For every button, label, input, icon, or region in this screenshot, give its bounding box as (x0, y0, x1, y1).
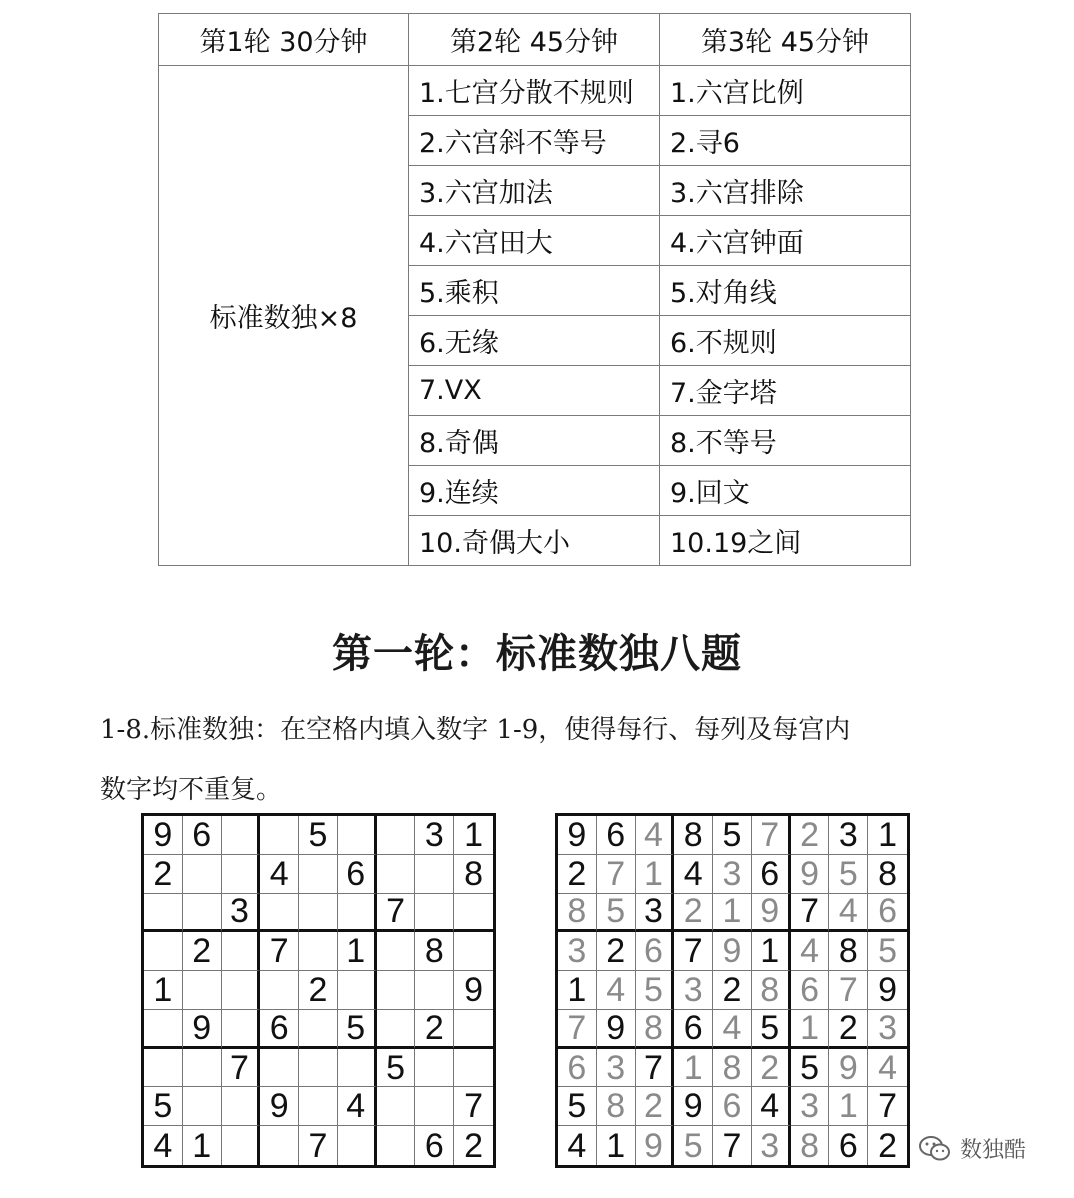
sudoku-cell: 9 (597, 1010, 636, 1049)
sudoku-cell: 9 (454, 971, 493, 1010)
sudoku-cell (377, 855, 416, 894)
sudoku-cell: 1 (868, 816, 907, 855)
round2-item: 4.六宫田大 (409, 216, 660, 266)
round3-item: 8.不等号 (660, 416, 911, 466)
sudoku-cell: 4 (636, 816, 675, 855)
sudoku-cell (377, 816, 416, 855)
sudoku-cell: 8 (597, 1087, 636, 1126)
sudoku-cell (222, 1010, 261, 1049)
sudoku-cell (415, 855, 454, 894)
sudoku-cell: 1 (791, 1010, 830, 1049)
sudoku-cell: 8 (713, 1049, 752, 1088)
sudoku-cell: 7 (713, 1126, 752, 1165)
sudoku-cell: 6 (868, 894, 907, 933)
sudoku-cell: 2 (183, 932, 222, 971)
sudoku-cell: 4 (868, 1049, 907, 1088)
sudoku-cell (377, 932, 416, 971)
sudoku-cell: 6 (415, 1126, 454, 1165)
sudoku-cell: 1 (674, 1049, 713, 1088)
round3-item: 5.对角线 (660, 266, 911, 316)
sudoku-cell: 6 (636, 932, 675, 971)
sudoku-cell: 6 (338, 855, 377, 894)
sudoku-cell (222, 1087, 261, 1126)
sudoku-cell: 3 (222, 894, 261, 933)
round2-item: 5.乘积 (409, 266, 660, 316)
sudoku-cell: 4 (791, 932, 830, 971)
sudoku-cell: 1 (713, 894, 752, 933)
sudoku-cell: 5 (791, 1049, 830, 1088)
sudoku-cell (222, 1126, 261, 1165)
sudoku-cell (415, 1087, 454, 1126)
sudoku-cell: 2 (752, 1049, 791, 1088)
sudoku-cell: 2 (713, 971, 752, 1010)
sudoku-cell (222, 816, 261, 855)
round3-item: 1.六宫比例 (660, 66, 911, 116)
sudoku-cell: 2 (558, 855, 597, 894)
sudoku-cell: 7 (868, 1087, 907, 1126)
sudoku-cell: 8 (674, 816, 713, 855)
sudoku-cell: 5 (558, 1087, 597, 1126)
sudoku-cell: 3 (415, 816, 454, 855)
sudoku-cell (144, 1010, 183, 1049)
sudoku-cell (299, 1010, 338, 1049)
round3-item: 10.19之间 (660, 516, 911, 566)
sudoku-cell (260, 894, 299, 933)
header-round3: 第3轮 45分钟 (660, 14, 911, 66)
round2-item: 6.无缘 (409, 316, 660, 366)
sudoku-cell: 7 (299, 1126, 338, 1165)
sudoku-cell: 9 (868, 971, 907, 1010)
sudoku-cell: 8 (752, 971, 791, 1010)
round3-item: 3.六宫排除 (660, 166, 911, 216)
round2-item: 1.七宫分散不规则 (409, 66, 660, 116)
sudoku-cell (338, 816, 377, 855)
sudoku-cell: 5 (144, 1087, 183, 1126)
sudoku-cell (377, 1010, 416, 1049)
sudoku-cell: 2 (597, 932, 636, 971)
sudoku-cell: 6 (183, 816, 222, 855)
sudoku-cell: 4 (674, 855, 713, 894)
sudoku-cell: 6 (752, 855, 791, 894)
instructions-line-2: 数字均不重复。 (100, 775, 283, 805)
sudoku-cell: 2 (144, 855, 183, 894)
sudoku-cell: 2 (636, 1087, 675, 1126)
instructions-line-1: 1-8.标准数独：在空格内填入数字 1-9，使得每行、每列及每宫内 (100, 715, 851, 745)
sudoku-cell: 2 (415, 1010, 454, 1049)
sudoku-cell (222, 971, 261, 1010)
sudoku-cell: 8 (454, 855, 493, 894)
sudoku-cell (183, 855, 222, 894)
sudoku-cell: 7 (222, 1049, 261, 1088)
sudoku-cell (377, 1126, 416, 1165)
sudoku-cell: 7 (636, 1049, 675, 1088)
puzzle-grid (141, 813, 496, 1168)
sudoku-cell (299, 932, 338, 971)
sudoku-cell (299, 1049, 338, 1088)
sudoku-cell: 1 (183, 1126, 222, 1165)
sudoku-cell (454, 932, 493, 971)
sudoku-cell (338, 1126, 377, 1165)
schedule-row (159, 66, 911, 116)
sudoku-cell (338, 894, 377, 933)
sudoku-cell (260, 1126, 299, 1165)
sudoku-cell: 9 (674, 1087, 713, 1126)
sudoku-cell (260, 971, 299, 1010)
sudoku-cell: 1 (597, 1126, 636, 1165)
sudoku-cell: 9 (260, 1087, 299, 1126)
sudoku-cell: 6 (597, 816, 636, 855)
sudoku-cell: 5 (868, 932, 907, 971)
sudoku-cell (299, 1087, 338, 1126)
sudoku-cell: 3 (674, 971, 713, 1010)
sudoku-cell: 3 (636, 894, 675, 933)
sudoku-cell: 8 (829, 932, 868, 971)
sudoku-cell: 3 (713, 855, 752, 894)
round2-item: 8.奇偶 (409, 416, 660, 466)
sudoku-cell: 2 (791, 816, 830, 855)
sudoku-cell: 1 (454, 816, 493, 855)
sudoku-cell (454, 1010, 493, 1049)
sudoku-cell: 4 (829, 894, 868, 933)
sudoku-cell: 7 (454, 1087, 493, 1126)
sudoku-cell (144, 932, 183, 971)
sudoku-cell: 7 (558, 1010, 597, 1049)
sudoku-cell (299, 855, 338, 894)
sudoku-cell: 3 (597, 1049, 636, 1088)
sudoku-cell: 9 (558, 816, 597, 855)
sudoku-cell: 5 (377, 1049, 416, 1088)
sudoku-cell (183, 1087, 222, 1126)
sudoku-cell: 9 (713, 932, 752, 971)
sudoku-cell: 8 (636, 1010, 675, 1049)
sudoku-cell: 3 (791, 1087, 830, 1126)
round3-item: 7.金字塔 (660, 366, 911, 416)
round2-item: 9.连续 (409, 466, 660, 516)
round3-item: 6.不规则 (660, 316, 911, 366)
section-title: 第一轮：标准数独八题 (332, 631, 742, 677)
sudoku-cell: 6 (558, 1049, 597, 1088)
sudoku-cell: 2 (878, 1126, 898, 1165)
sudoku-cell: 3 (829, 816, 868, 855)
sudoku-cell: 3 (752, 1126, 791, 1165)
sudoku-cell: 7 (377, 894, 416, 933)
schedule-table (158, 13, 911, 566)
sudoku-cell: 5 (829, 855, 868, 894)
sudoku-cell: 8 (791, 1126, 830, 1165)
sudoku-cell: 5 (674, 1126, 713, 1165)
sudoku-cell: 1 (144, 971, 183, 1010)
sudoku-cell: 8 (415, 932, 454, 971)
sudoku-cell (454, 1049, 493, 1088)
sudoku-cell (183, 894, 222, 933)
sudoku-cell: 4 (338, 1087, 377, 1126)
round1-content: 标准数独×8 (159, 66, 409, 566)
wechat-icon (918, 1135, 952, 1163)
sudoku-cell: 6 (791, 971, 830, 1010)
sudoku-cell: 1 (752, 932, 791, 971)
sudoku-cell: 4 (597, 971, 636, 1010)
sudoku-cell (183, 1049, 222, 1088)
sudoku-cell: 4 (260, 855, 299, 894)
sudoku-cell: 2 (674, 894, 713, 933)
sudoku-cell: 4 (713, 1010, 752, 1049)
solution-grid (555, 813, 910, 1168)
round2-item: 7.VX (409, 366, 660, 416)
sudoku-cell: 9 (829, 1049, 868, 1088)
sudoku-cell (454, 894, 493, 933)
sudoku-cell (144, 894, 183, 933)
sudoku-cell: 6 (260, 1010, 299, 1049)
sudoku-cell: 8 (558, 894, 597, 933)
sudoku-cell: 9 (636, 1126, 675, 1165)
sudoku-cell: 7 (791, 894, 830, 933)
sudoku-cell (377, 1087, 416, 1126)
sudoku-cell: 5 (636, 971, 675, 1010)
sudoku-cell: 6 (829, 1126, 868, 1165)
sudoku-cell: 7 (260, 932, 299, 971)
sudoku-cell: 7 (597, 855, 636, 894)
sudoku-cell: 2 (464, 1126, 484, 1165)
round2-item: 2.六宫斜不等号 (409, 116, 660, 166)
watermark-text: 数独酷 (960, 1138, 1027, 1163)
sudoku-cell: 5 (597, 894, 636, 933)
sudoku-cell (299, 894, 338, 933)
sudoku-cell (415, 1049, 454, 1088)
sudoku-cell (260, 816, 299, 855)
sudoku-cell: 5 (713, 816, 752, 855)
header-round2: 第2轮 45分钟 (409, 14, 660, 66)
sudoku-cell: 1 (558, 971, 597, 1010)
sudoku-cell (144, 1049, 183, 1088)
round3-item: 2.寻6 (660, 116, 911, 166)
sudoku-cell (415, 894, 454, 933)
sudoku-cell (377, 971, 416, 1010)
sudoku-cell: 9 (791, 855, 830, 894)
round2-item: 3.六宫加法 (409, 166, 660, 216)
sudoku-cell: 3 (558, 932, 597, 971)
round3-item: 4.六宫钟面 (660, 216, 911, 266)
sudoku-cell: 7 (674, 932, 713, 971)
sudoku-cell: 6 (674, 1010, 713, 1049)
sudoku-cell: 1 (338, 932, 377, 971)
sudoku-cell: 5 (752, 1010, 791, 1049)
sudoku-cell: 1 (829, 1087, 868, 1126)
sudoku-cell: 7 (829, 971, 868, 1010)
sudoku-cell: 4 (144, 1126, 183, 1165)
sudoku-cell: 5 (299, 816, 338, 855)
round2-item: 10.奇偶大小 (409, 516, 660, 566)
round3-item: 9.回文 (660, 466, 911, 516)
sudoku-cell: 4 (558, 1126, 597, 1165)
sudoku-cell: 6 (713, 1087, 752, 1126)
schedule-header-row (159, 14, 911, 66)
sudoku-cell: 1 (636, 855, 675, 894)
sudoku-cell: 9 (183, 1010, 222, 1049)
sudoku-cell: 7 (752, 816, 791, 855)
sudoku-cell: 2 (829, 1010, 868, 1049)
watermark (918, 1133, 1026, 1164)
sudoku-cell (338, 971, 377, 1010)
sudoku-cell: 8 (868, 855, 907, 894)
instructions (100, 700, 940, 820)
sudoku-cell: 4 (752, 1087, 791, 1126)
header-round1: 第1轮 30分钟 (159, 14, 409, 66)
sudoku-cell (338, 1049, 377, 1088)
sudoku-cell (260, 1049, 299, 1088)
sudoku-cell: 9 (752, 894, 791, 933)
sudoku-cell (183, 971, 222, 1010)
sudoku-cell (415, 971, 454, 1010)
sudoku-cell (222, 855, 261, 894)
sudoku-cell (222, 932, 261, 971)
sudoku-cell: 2 (299, 971, 338, 1010)
sudoku-cell: 5 (338, 1010, 377, 1049)
sudoku-cell: 3 (868, 1010, 907, 1049)
sudoku-cell: 9 (144, 816, 183, 855)
